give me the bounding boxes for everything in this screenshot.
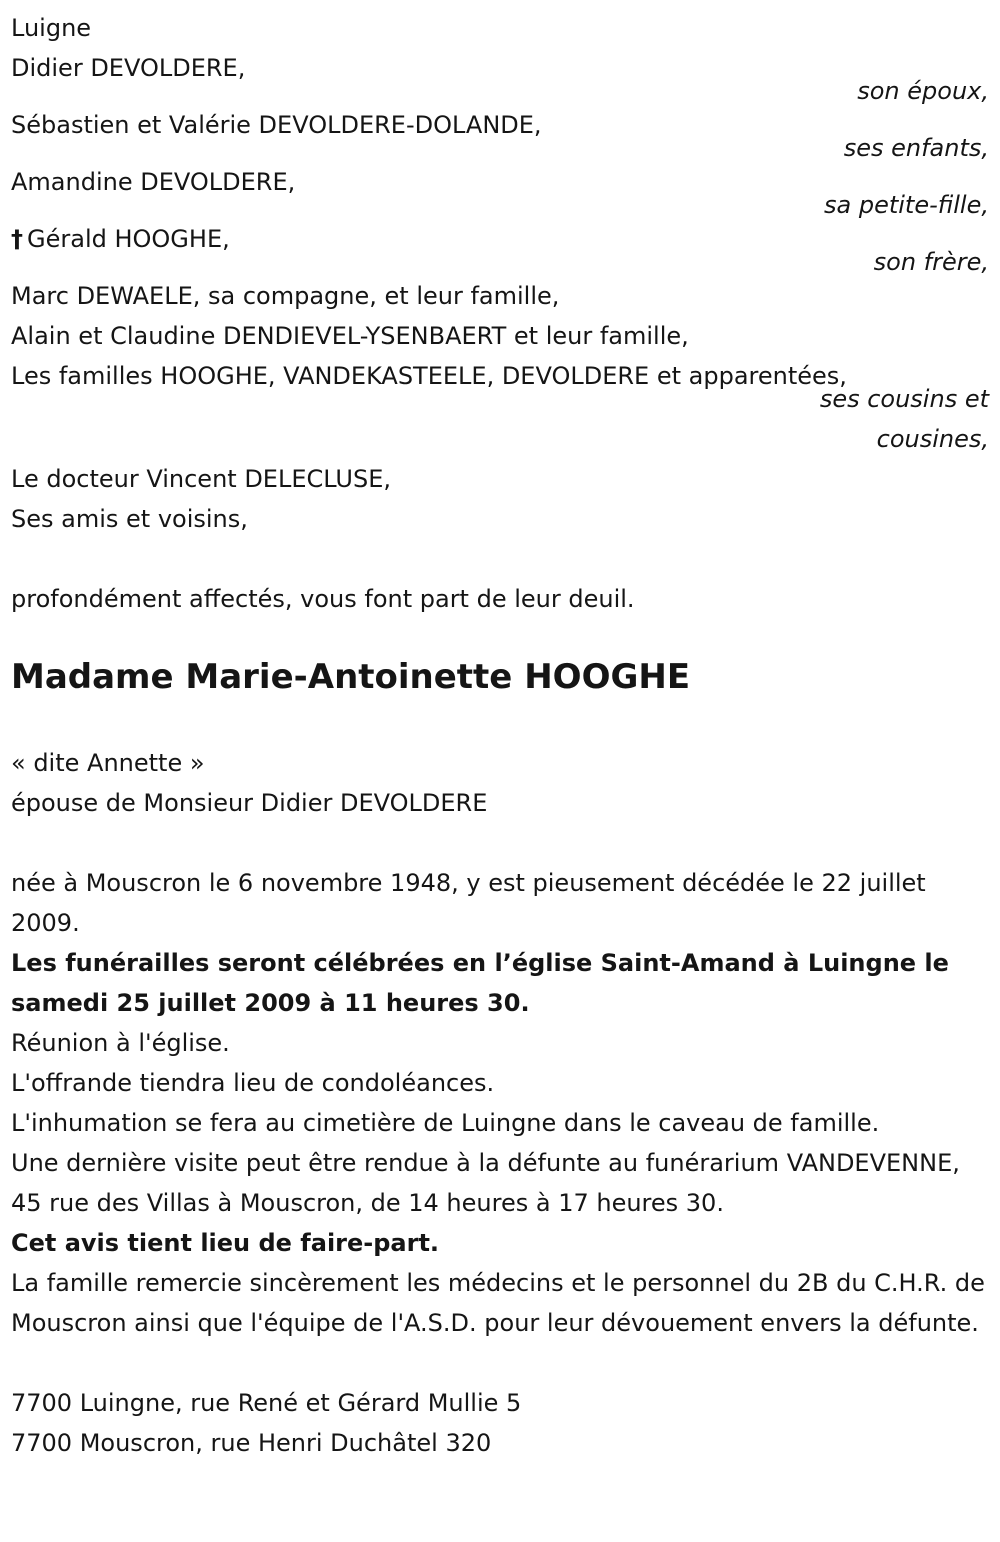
mourner-name: Gérald HOOGHE,: [27, 225, 230, 253]
obituary-document: [11, 8, 989, 1463]
mourner-name: Amandine DEVOLDERE,: [11, 168, 296, 196]
spacer: [11, 539, 989, 579]
cousins-role-line: cousines,: [876, 425, 989, 453]
thanks-text: La famille remercie sincèrement les médecins et le personnel du 2B du C.H.R. de Mouscron ainsi que l'équipe de l'A.S.D. pour leur dévouement envers la défunte.: [11, 1269, 985, 1337]
others-line: Le docteur Vincent DELECLUSE,: [11, 465, 392, 493]
others-line: Ses amis et voisins,: [11, 505, 248, 533]
birth-death-text: née à Mouscron le 6 novembre 1948, y est pieusement décédée le 22 juillet 2009.: [11, 869, 926, 937]
cousins-role-line: ses cousins et: [819, 385, 989, 413]
cousins-line: Les familles HOOGHE, VANDEKASTEELE, DEVOLDERE et apparentées,: [11, 362, 847, 390]
deceased-name: Madame Marie-Antoinette HOOGHE: [11, 657, 691, 697]
cousins-line: Marc DEWAELE, sa compagne, et leur famille,: [11, 282, 560, 310]
header-place: Luigne: [11, 14, 92, 42]
mourner-role: ses enfants,: [843, 134, 989, 162]
funeral-text: Les funérailles seront célébrées en l’église Saint-Amand à Luingne le samedi 25 juillet 2009 à 11 heures 30.: [11, 949, 949, 1017]
meeting-text: Réunion à l'église.: [11, 1029, 230, 1057]
mourner-role: sa petite-fille,: [824, 191, 989, 219]
spacer: [11, 1343, 989, 1383]
address-line: 7700 Mouscron, rue Henri Duchâtel 320: [11, 1429, 492, 1457]
mourner-role: son frère,: [873, 248, 989, 276]
cousins-line: Alain et Claudine DENDIEVEL-YSENBAERT et leur famille,: [11, 322, 689, 350]
mourner-name: Didier DEVOLDERE,: [11, 54, 246, 82]
notice-text: Cet avis tient lieu de faire-part.: [11, 1229, 440, 1257]
cross-icon: †: [11, 225, 23, 253]
burial-text: L'inhumation se fera au cimetière de Luingne dans le caveau de famille.: [11, 1109, 880, 1137]
mourner-role: son époux,: [857, 77, 989, 105]
spouse: épouse de Monsieur Didier DEVOLDERE: [11, 789, 488, 817]
nickname: « dite Annette »: [11, 749, 205, 777]
offering-text: L'offrande tiendra lieu de condoléances.: [11, 1069, 495, 1097]
address-line: 7700 Luingne, rue René et Gérard Mullie 5: [11, 1389, 522, 1417]
visit-text: Une dernière visite peut être rendue à la défunte au funérarium VANDEVENNE, 45 rue des Villas à Mouscron, de 14 heures à 17 heures 30.: [11, 1149, 960, 1217]
announcement-text: profondément affectés, vous font part de leur deuil.: [11, 585, 635, 613]
spacer: [11, 823, 989, 863]
mourner-name: Sébastien et Valérie DEVOLDERE-DOLANDE,: [11, 111, 542, 139]
